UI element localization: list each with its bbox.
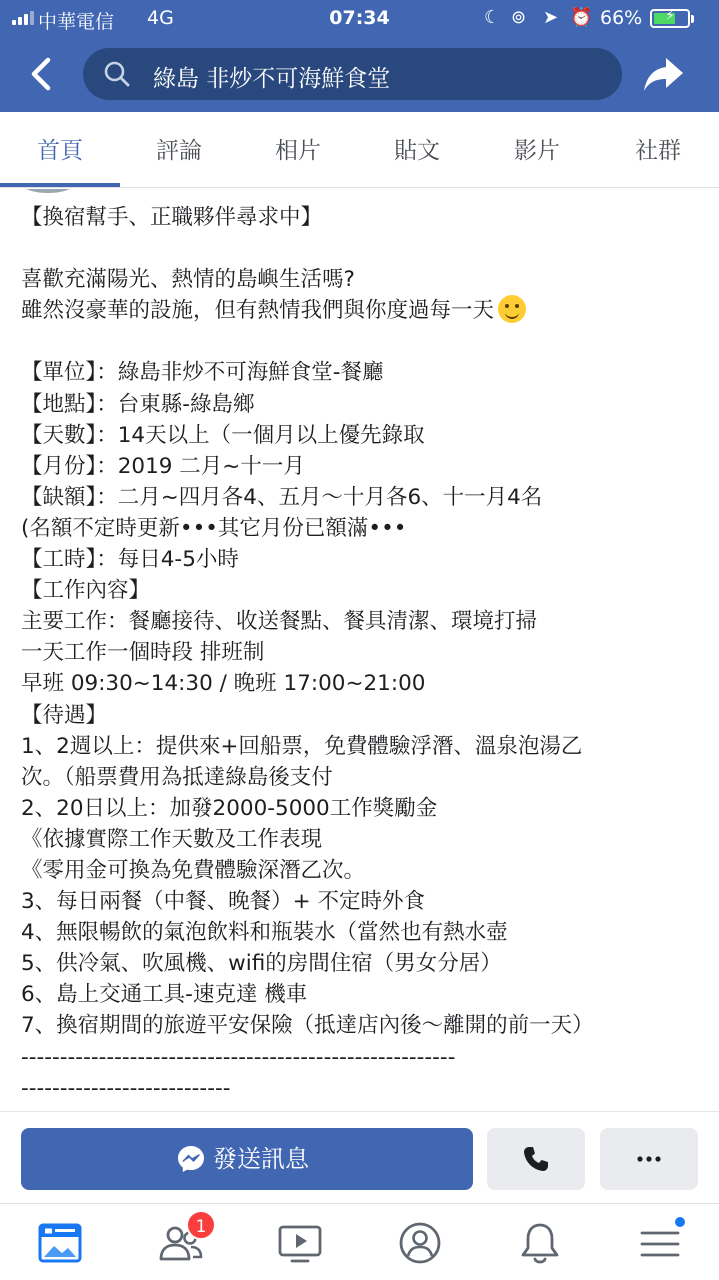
post-line: 7、換宿期間的旅遊平安保險（抵達店內後～離開的前一天） (21, 1013, 594, 1039)
tab-photos[interactable]: 相片 (275, 138, 321, 164)
page-action-bar (0, 1111, 719, 1203)
back-arrow-icon[interactable] (22, 54, 62, 94)
charging-icon: ⚡ (665, 8, 675, 24)
tab-reviews[interactable]: 評論 (156, 138, 202, 164)
bottom-nav (0, 1203, 719, 1280)
notifications-icon[interactable] (516, 1219, 564, 1267)
post-line: 【工作內容】 (21, 578, 151, 604)
post-line: 喜歡充滿陽光、熱情的島嶼生活嗎? (21, 267, 355, 293)
post-line: 2、20日以上：加發2000-5000工作獎勵金 (21, 795, 438, 821)
post-line-with-emoji (0, 295, 719, 326)
send-message-button[interactable] (21, 1128, 473, 1190)
post-line: 【待遇】 (21, 702, 108, 728)
more-dots-icon (635, 1145, 663, 1173)
post-line: 3、每日兩餐（中餐、晚餐）+ 不定時外食 (21, 889, 426, 915)
battery-icon (650, 9, 690, 28)
phone-icon (522, 1145, 550, 1173)
search-query: 綠島 非炒不可海鮮食堂 (153, 66, 391, 92)
post-line: 早班 09:30~14:30 / 晚班 17:00~21:00 (21, 671, 426, 697)
profile-icon[interactable] (396, 1219, 444, 1267)
network-type: 4G (147, 7, 174, 29)
tab-posts[interactable]: 貼文 (394, 138, 440, 164)
post-line: 【換宿幫手、正職夥伴尋求中】 (21, 205, 323, 230)
call-button[interactable] (487, 1128, 585, 1190)
send-message-label: 發送訊息 (213, 1145, 309, 1173)
post-divider-line: -------------------------------------------------------- (21, 1044, 456, 1070)
post-line: 1、2週以上：提供來+回船票，免費體驗浮潛、溫泉泡湯乙 (21, 733, 583, 759)
carrier-name: 中華電信 (38, 11, 115, 33)
orientation-lock-icon: ⊚ (511, 7, 527, 28)
post-line: 《依據實際工作天數及工作表現 (21, 826, 323, 852)
post-line: 6、島上交通工具-速克達 機車 (21, 982, 308, 1008)
yum-face-emoji-icon (498, 295, 526, 323)
post-line (0, 233, 719, 264)
status-bar (0, 0, 719, 38)
active-tab-indicator (0, 183, 120, 187)
search-bar[interactable] (83, 48, 622, 100)
post-line: 主要工作：餐廳接待、收送餐點、餐具清潔、環境打掃 (21, 609, 538, 635)
post-line: 4、無限暢飲的氣泡飲料和瓶裝水（當然也有熱水壺 (21, 920, 508, 946)
post-line: 5、供冷氣、吹風機、wifi的房間住宿（男女分居） (21, 951, 502, 977)
messenger-icon (176, 1144, 206, 1174)
app-header (0, 0, 719, 112)
post-line: 【地點】：台東縣-綠島鄉 (21, 391, 255, 417)
post-line: (名額不定時更新•••其它月份已額滿••• (21, 515, 407, 541)
post-line: 一天工作一個時段 排班制 (21, 640, 265, 666)
post-body (0, 189, 719, 1111)
post-line: 【天數】：14天以上（一個月以上優先錄取 (21, 422, 425, 448)
tab-videos[interactable]: 影片 (514, 138, 560, 164)
location-icon: ➤ (543, 7, 559, 28)
post-line: 【單位】：綠島非炒不可海鮮食堂-餐廳 (21, 360, 384, 386)
post-line (0, 326, 719, 357)
battery-cap (691, 15, 694, 23)
friends-notification-badge: 1 (186, 1210, 216, 1240)
battery-percent: 66% (600, 7, 643, 29)
post-line: 雖然沒豪華的設施，但有熱情我們與你度過每一天 (21, 298, 495, 324)
post-line: 【缺額】：二月~四月各4、五月～十月各6、十一月4名 (21, 484, 543, 510)
post-line: 【工時】：每日4-5小時 (21, 547, 239, 573)
post-line: 次。（船票費用為抵達綠島後支付 (21, 764, 333, 790)
menu-notification-dot (673, 1215, 687, 1229)
avatar (22, 189, 74, 193)
tab-home[interactable]: 首頁 (37, 138, 83, 164)
alarm-icon: ⏰ (570, 7, 593, 28)
watch-icon[interactable] (276, 1219, 324, 1267)
news-feed-icon[interactable] (36, 1219, 84, 1267)
search-icon (103, 60, 131, 88)
post-line: 《零用金可換為免費體驗深潛乙次。 (21, 857, 366, 883)
post-line: 【月份】：2019 二月~十一月 (21, 453, 305, 479)
page-tabs (0, 112, 719, 188)
post-divider-line: --------------------------- (21, 1075, 231, 1101)
tab-community[interactable]: 社群 (635, 138, 681, 164)
status-time: 07:34 (329, 7, 390, 29)
more-button[interactable] (600, 1128, 698, 1190)
share-arrow-icon[interactable] (641, 54, 685, 94)
post-text (0, 202, 719, 1104)
moon-icon: ☾ (484, 7, 501, 28)
